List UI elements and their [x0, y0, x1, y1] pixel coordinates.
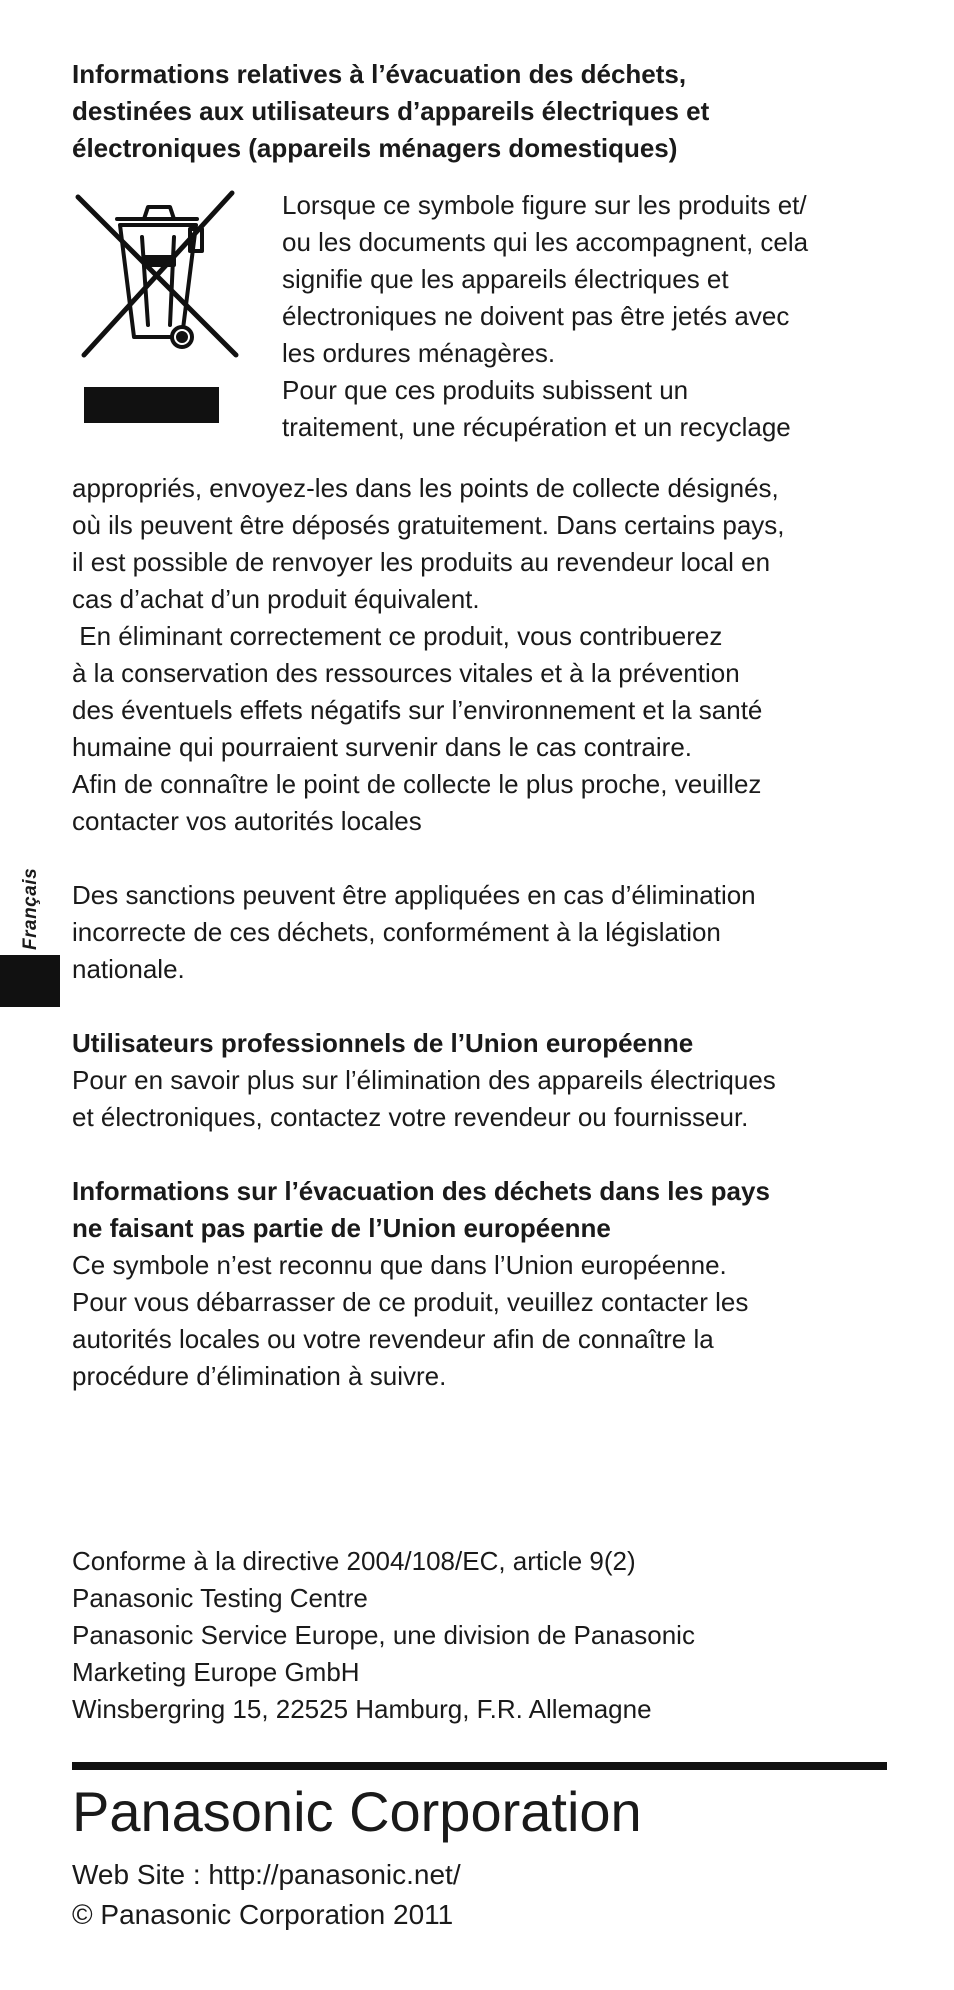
paragraph-line: nationale.: [72, 954, 185, 984]
section-title-line: Informations relatives à l’évacuation des déchets,: [72, 59, 687, 89]
paragraph-line: Pour que ces produits subissent un: [282, 375, 689, 405]
section-non-eu: [72, 1173, 887, 1395]
section-title: Utilisateurs professionnels de l’Union européenne: [72, 1028, 694, 1058]
paragraph-line: incorrecte de ces déchets, conformément à la législation: [72, 917, 721, 947]
paragraph-line: signifie que les appareils électriques et: [282, 264, 729, 294]
paragraph-line: ou les documents qui les accompagnent, cela: [282, 227, 809, 257]
paragraph-line: humaine qui pourraient survenir dans le cas contraire.: [72, 732, 693, 762]
paragraph-line: Afin de connaître le point de collecte le plus proche, veuillez: [72, 769, 762, 799]
section-weee-household: [72, 56, 887, 988]
section-title-line: ne faisant pas partie de l’Union européenne: [72, 1213, 611, 1243]
conformity-line: Winsbergring 15, 22525 Hamburg, F.R. Allemagne: [72, 1694, 652, 1724]
section-title-line: Informations sur l’évacuation des déchets dans les pays: [72, 1176, 770, 1206]
paragraph-line: traitement, une récupération et un recyclage: [282, 412, 791, 442]
paragraph-line: En éliminant correctement ce produit, vous contribuerez: [72, 621, 723, 651]
paragraph-line: Pour vous débarrasser de ce produit, veuillez contacter les: [72, 1287, 749, 1317]
paragraph-line: appropriés, envoyez-les dans les points de collecte désignés,: [72, 473, 779, 503]
corporation-name: Panasonic Corporation: [72, 1780, 642, 1843]
paragraph-line: cas d’achat d’un produit équivalent.: [72, 584, 480, 614]
conformity-line: Panasonic Service Europe, une division de Panasonic: [72, 1620, 695, 1650]
crossed-bin-icon: [72, 187, 282, 470]
paragraph-line: où ils peuvent être déposés gratuitement. Dans certains pays,: [72, 510, 785, 540]
paragraph-line: Des sanctions peuvent être appliquées en cas d’élimination: [72, 880, 756, 910]
copyright-line: © Panasonic Corporation 2011: [72, 1899, 454, 1930]
paragraph-line: il est possible de renvoyer les produits au revendeur local en: [72, 547, 771, 577]
paragraph-line: autorités locales ou votre revendeur afin de connaître la: [72, 1324, 714, 1354]
conformity-line: Panasonic Testing Centre: [72, 1583, 368, 1613]
paragraph-line: les ordures ménagères.: [282, 338, 556, 368]
section-title-line: électroniques (appareils ménagers domestiques): [72, 133, 678, 163]
weee-black-bar: [84, 387, 219, 423]
paragraph-line: Lorsque ce symbole figure sur les produits et/: [282, 190, 807, 220]
paragraph-line: et électroniques, contactez votre revendeur ou fournisseur.: [72, 1102, 749, 1132]
paragraph-line: contacter vos autorités locales: [72, 806, 422, 836]
section-title-line: destinées aux utilisateurs d’appareils électriques et: [72, 96, 710, 126]
paragraph-line: à la conservation des ressources vitales et à la prévention: [72, 658, 740, 688]
paragraph-line: électroniques ne doivent pas être jetés avec: [282, 301, 790, 331]
wheelie-bin-icon: [72, 187, 252, 367]
conformity-line: Conforme à la directive 2004/108/EC, article 9(2): [72, 1546, 636, 1576]
paragraph-line: procédure d’élimination à suivre.: [72, 1361, 447, 1391]
divider: [72, 1762, 887, 1770]
section-professional-users: [72, 1025, 887, 1136]
paragraph-line: des éventuels effets négatifs sur l’environnement et la santé: [72, 695, 763, 725]
website-line: Web Site : http://panasonic.net/: [72, 1859, 461, 1890]
language-label: Français: [20, 867, 41, 950]
document-content: [72, 56, 887, 1395]
language-tab-marker: [0, 955, 60, 1007]
conformity-line: Marketing Europe GmbH: [72, 1657, 360, 1687]
paragraph-line: Ce symbole n’est reconnu que dans l’Union européenne.: [72, 1250, 727, 1280]
footer: [72, 1855, 461, 1935]
paragraph-line: Pour en savoir plus sur l’élimination des appareils électriques: [72, 1065, 776, 1095]
conformity-block: [72, 1543, 695, 1728]
